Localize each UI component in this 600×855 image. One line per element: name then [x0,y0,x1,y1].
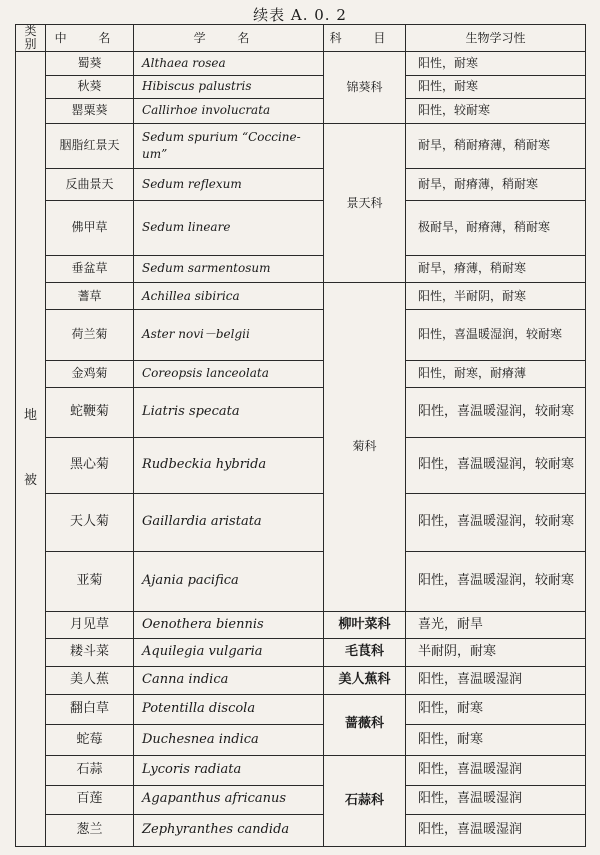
sci-name-cell: Oenothera biennis [134,611,324,639]
table-row [16,310,586,361]
family-cell: 蔷薇科 [324,694,406,755]
habit-cell: 耐旱，耐瘠薄，稍耐寒 [406,168,586,200]
table-row [16,52,586,76]
header-cn-name: 中 名 [46,25,134,52]
table-row [16,611,586,639]
sci-name-cell: Aster novi－belgii [134,310,324,361]
cn-name-cell: 天人菊 [46,494,134,552]
sci-name-cell: Lycoris radiata [134,755,324,785]
cn-name-cell: 罂粟葵 [46,99,134,124]
habit-cell: 阳性，耐寒 [406,52,586,76]
table-caption: 续表 A. 0. 2 [253,6,347,24]
cn-name-cell: 翻白草 [46,694,134,725]
habit-cell: 阳性，喜温暖湿润 [406,785,586,815]
habit-cell: 阳性，喜温暖湿润 [406,755,586,785]
sci-name-cell: Rudbeckia hybrida [134,437,324,493]
sci-name-cell: Agapanthus africanus [134,785,324,815]
cn-name-cell: 蛇莓 [46,725,134,756]
table-row [16,123,586,168]
family-cell: 石蒜科 [324,755,406,846]
habit-cell: 喜光，耐旱 [406,611,586,639]
family-cell: 锦葵科 [324,52,406,124]
habit-cell: 阳性，喜温暖湿润，较耐寒 [406,437,586,493]
habit-cell: 阳性，喜温暖湿润 [406,666,586,694]
plant-table [15,24,586,847]
table-row [16,255,586,283]
habit-cell: 阳性，半耐阴，耐寒 [406,283,586,310]
habit-cell: 耐旱，稍耐瘠薄，稍耐寒 [406,123,586,168]
category-cell [16,52,46,847]
sci-name-cell: Duchesnea indica [134,725,324,756]
table-row [16,168,586,200]
sci-name-cell: Ajania pacifica [134,552,324,611]
table-row [16,639,586,667]
cn-name-cell: 反曲景天 [46,168,134,200]
habit-cell: 阳性，喜温暖湿润，较耐寒 [406,310,586,361]
cn-name-cell: 蜀葵 [46,52,134,76]
habit-cell: 极耐旱，耐瘠薄，稍耐寒 [406,200,586,255]
category-char-1: 地 [23,408,37,424]
sci-name-cell: Callirhoe involucrata [134,99,324,124]
cn-name-cell: 垂盆草 [46,255,134,283]
habit-cell: 阳性，较耐寒 [406,99,586,124]
table-row [16,283,586,310]
sci-name-cell: Liatris specata [134,387,324,437]
table-row [16,361,586,388]
family-cell: 菊科 [324,283,406,611]
sci-name-cell: Sedum reflexum [134,168,324,200]
cn-name-cell: 葱兰 [46,815,134,847]
sci-name-cell: Sedum lineare [134,200,324,255]
habit-cell: 阳性，喜温暖湿润，较耐寒 [406,552,586,611]
family-cell: 美人蕉科 [324,666,406,694]
header-row [16,25,586,52]
table-row [16,494,586,552]
habit-cell: 阳性，耐寒 [406,694,586,725]
cn-name-cell: 佛甲草 [46,200,134,255]
sci-name-cell: Althaea rosea [134,52,324,76]
header-habit: 生物学习性 [406,25,586,52]
header-sci-name: 学 名 [134,25,324,52]
habit-cell: 半耐阴，耐寒 [406,639,586,667]
cn-name-cell: 月见草 [46,611,134,639]
sci-name-cell: Hibiscus palustris [134,75,324,99]
sci-name-cell: Sedum sarmentosum [134,255,324,283]
cn-name-cell: 百莲 [46,785,134,815]
cn-name-cell: 胭脂红景天 [46,123,134,168]
sci-name-cell: Achillea sibirica [134,283,324,310]
cn-name-cell: 耧斗菜 [46,639,134,667]
table-row [16,552,586,611]
cn-name-cell: 金鸡菊 [46,361,134,388]
cn-name-cell: 石蒜 [46,755,134,785]
category-char-2: 被 [23,473,37,489]
habit-cell: 阳性，喜温暖湿润 [406,815,586,847]
cn-name-cell: 亚菊 [46,552,134,611]
sci-name-cell: Gaillardia aristata [134,494,324,552]
table-row [16,99,586,124]
cn-name-cell: 蛇鞭菊 [46,387,134,437]
table-row [16,815,586,847]
sci-name-cell: Aquilegia vulgaria [134,639,324,667]
table-row [16,200,586,255]
sci-name-cell: Sedum spurium “Coccine-um” [134,123,324,168]
sci-name-cell: Zephyranthes candida [134,815,324,847]
table-row [16,75,586,99]
sci-name-cell: Canna indica [134,666,324,694]
header-family: 科 目 [324,25,406,52]
family-cell: 毛茛科 [324,639,406,667]
cn-name-cell: 荷兰菊 [46,310,134,361]
sci-name-cell: Coreopsis lanceolata [134,361,324,388]
table-row [16,387,586,437]
habit-cell: 阳性，喜温暖湿润，较耐寒 [406,494,586,552]
cn-name-cell: 美人蕉 [46,666,134,694]
sci-name-cell: Potentilla discola [134,694,324,725]
cn-name-cell: 蓍草 [46,283,134,310]
table-row [16,785,586,815]
family-cell: 景天科 [324,123,406,283]
family-cell: 柳叶菜科 [324,611,406,639]
habit-cell: 阳性，耐寒 [406,75,586,99]
table-row [16,725,586,756]
cn-name-cell: 黑心菊 [46,437,134,493]
habit-cell: 阳性，耐寒 [406,725,586,756]
table-row [16,755,586,785]
table-row [16,694,586,725]
header-category: 类别 [16,25,46,52]
table-row [16,666,586,694]
habit-cell: 阳性，喜温暖湿润，较耐寒 [406,387,586,437]
habit-cell: 阳性，耐寒，耐瘠薄 [406,361,586,388]
cn-name-cell: 秋葵 [46,75,134,99]
habit-cell: 耐旱，瘠薄，稍耐寒 [406,255,586,283]
table-row [16,437,586,493]
